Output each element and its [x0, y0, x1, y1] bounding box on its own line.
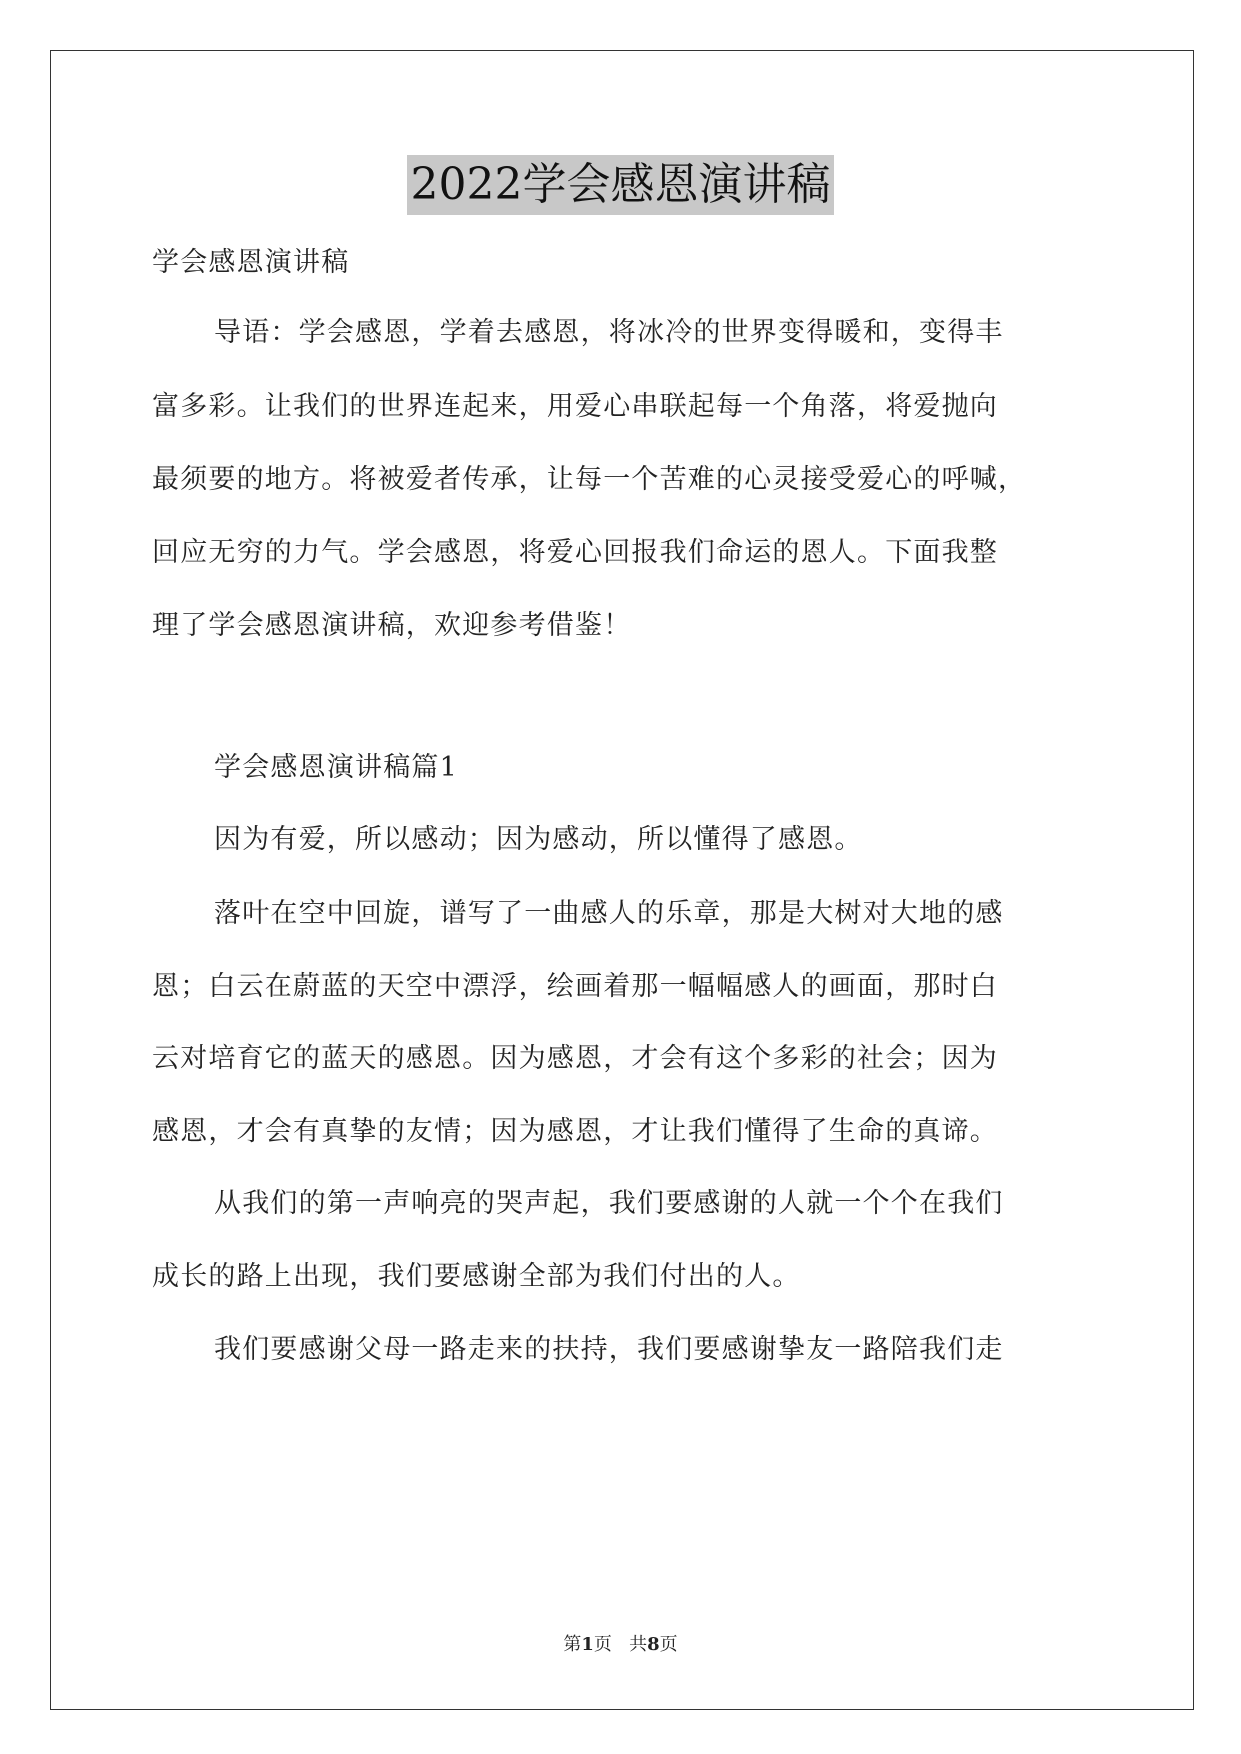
paragraph-line: 回应无穷的力气。学会感恩，将爱心回报我们命运的恩人。下面我整	[152, 537, 998, 568]
footer-page-total: 8	[647, 1634, 660, 1655]
footer-page-current: 1	[581, 1634, 594, 1655]
paragraph-line: 落叶在空中回旋，谱写了一曲感人的乐章，那是大树对大地的感	[214, 898, 1004, 929]
paragraph-line: 富多彩。让我们的世界连起来，用爱心串联起每一个角落，将爱抛向	[152, 391, 998, 422]
paragraph-line: 我们要感谢父母一路走来的扶持，我们要感谢挚友一路陪我们走	[214, 1334, 1004, 1365]
paragraph-line: 成长的路上出现，我们要感谢全部为我们付出的人。	[152, 1261, 801, 1292]
page-border	[50, 50, 1194, 1710]
paragraph-line: 感恩，才会有真挚的友情；因为感恩，才让我们懂得了生命的真谛。	[152, 1116, 998, 1147]
paragraph-line: 因为有爱，所以感动；因为感动，所以懂得了感恩。	[214, 824, 863, 855]
paragraph-line: 最须要的地方。将被爱者传承，让每一个苦难的心灵接受爱心的呼喊，	[152, 464, 1027, 495]
paragraph-line: 从我们的第一声响亮的哭声起，我们要感谢的人就一个个在我们	[214, 1188, 1004, 1219]
paragraph-line: 学会感恩演讲稿	[152, 247, 350, 278]
section-heading: 学会感恩演讲稿篇1	[214, 752, 458, 783]
page-footer	[0, 1630, 1241, 1660]
document-title	[0, 155, 1241, 215]
footer-suffix: 页	[659, 1634, 678, 1655]
footer-mid: 页 共	[593, 1634, 648, 1655]
paragraph-line: 恩；白云在蔚蓝的天空中漂浮，绘画着那一幅幅感人的画面，那时白	[152, 971, 998, 1002]
footer-prefix: 第	[563, 1634, 582, 1655]
paragraph-line: 理了学会感恩演讲稿，欢迎参考借鉴！	[152, 610, 632, 641]
document-title-text: 2022学会感恩演讲稿	[407, 155, 835, 215]
paragraph-line: 导语：学会感恩，学着去感恩，将冰冷的世界变得暖和，变得丰	[214, 317, 1004, 348]
paragraph-line: 云对培育它的蓝天的感恩。因为感恩，才会有这个多彩的社会；因为	[152, 1043, 998, 1074]
